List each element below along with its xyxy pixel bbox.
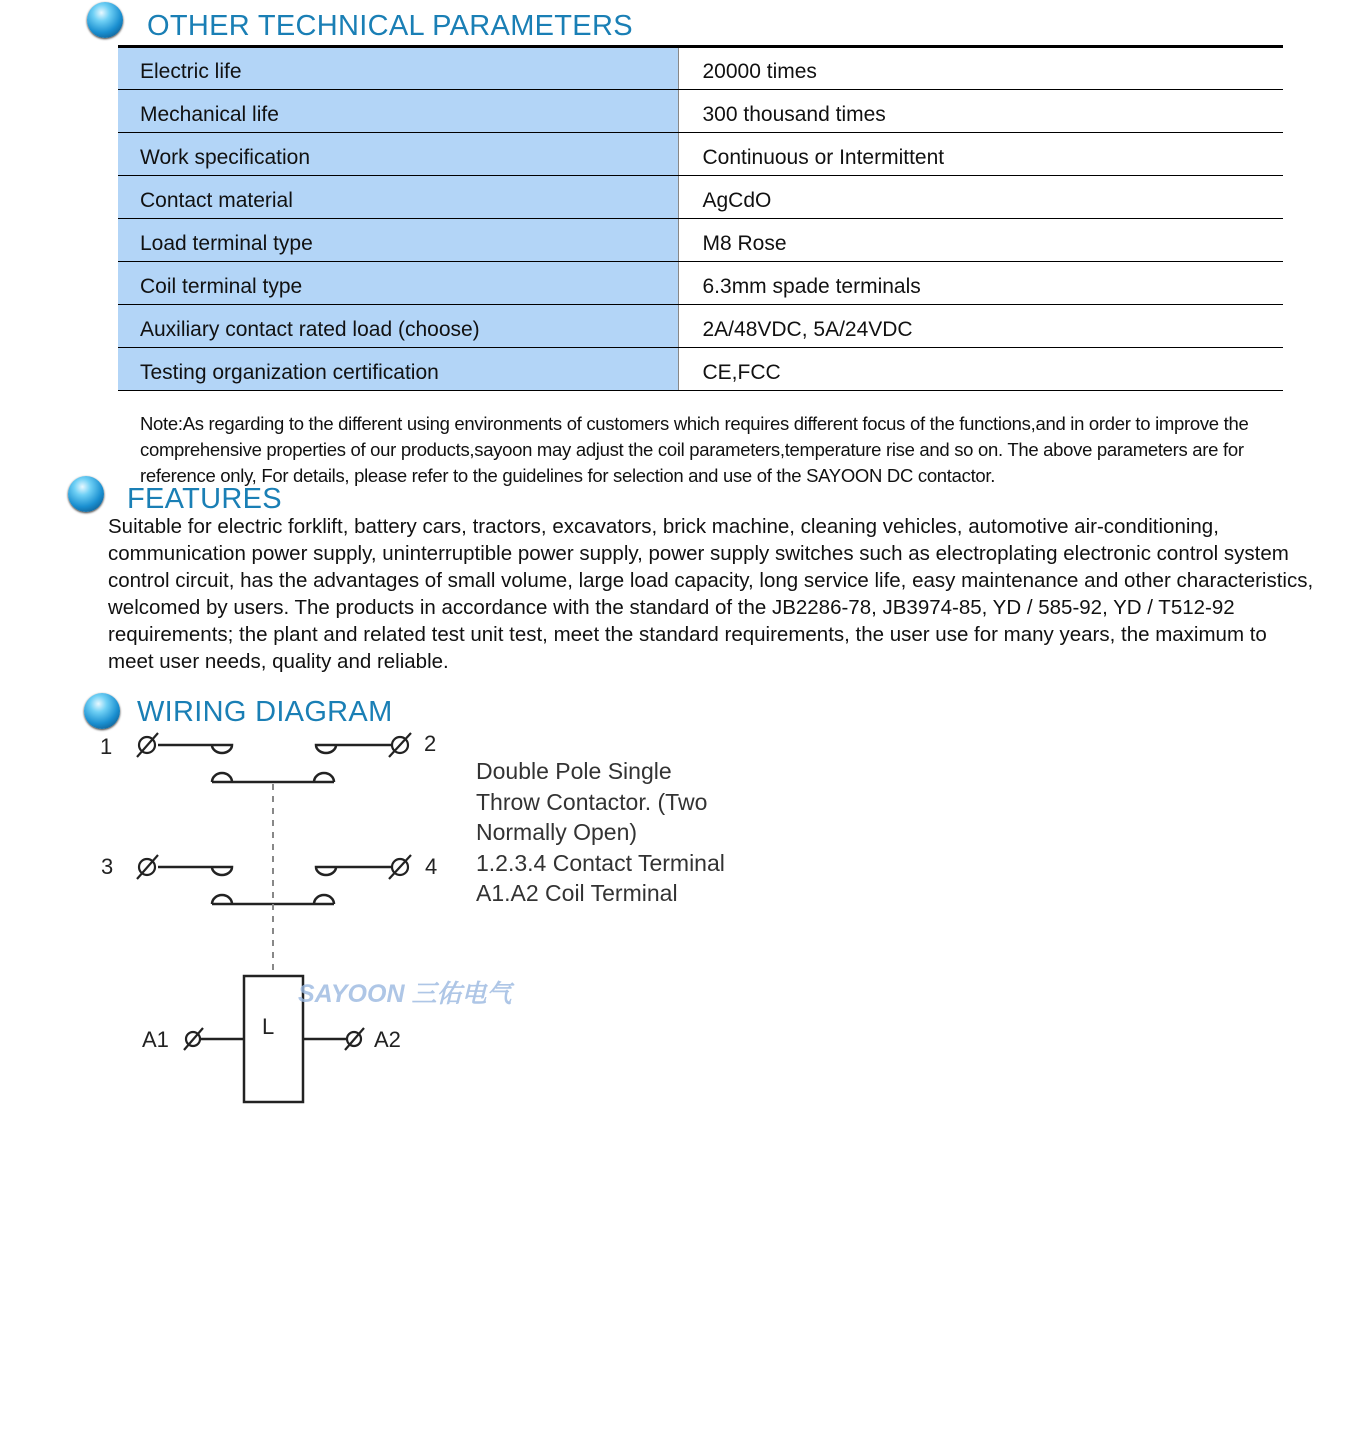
terminal-a2-label: A2 <box>374 1027 401 1052</box>
pole-2 <box>158 867 392 904</box>
param-value: Continuous or Intermittent <box>678 133 1283 176</box>
param-value: 20000 times <box>678 47 1283 90</box>
note-text: Note:As regarding to the different using environments of customers which requires different focus of the functions,and in order to improve the comprehensive properties of our products,sayoon may adjust the coil parameters,temperature rise and so on. The above parameters are for reference only, For details, please refer to the guidelines for selection and use of the SAYOON DC contactor. <box>140 413 1249 486</box>
description-line: Double Pole Single <box>476 758 672 784</box>
param-label: Work specification <box>118 133 678 176</box>
terminal-1-label: 1 <box>100 734 113 759</box>
param-label: Auxiliary contact rated load (choose) <box>118 305 678 348</box>
param-value: M8 Rose <box>678 219 1283 262</box>
description-line: Throw Contactor. (Two <box>476 788 708 815</box>
features-heading: FEATURES <box>127 483 282 515</box>
param-label: Electric life <box>118 47 678 90</box>
param-label: Contact material <box>118 176 678 219</box>
terminal-3-label: 3 <box>101 854 114 879</box>
terminal-4-label: 4 <box>425 854 438 879</box>
description-line: 1.2.3.4 Contact Terminal <box>476 849 725 876</box>
param-value: AgCdO <box>678 176 1283 219</box>
param-value: 2A/48VDC, 5A/24VDC <box>678 305 1283 348</box>
description-line: Normally Open) <box>476 819 638 845</box>
param-value: 6.3mm spade terminals <box>678 262 1283 305</box>
pole-1 <box>158 745 392 782</box>
coil-box <box>244 976 303 1102</box>
coil-label: L <box>262 1014 275 1039</box>
wiring-heading: WIRING DIAGRAM <box>137 696 393 728</box>
terminal-2-label: 2 <box>424 731 437 756</box>
terminal-a1-label: A1 <box>142 1027 169 1052</box>
param-label: Testing organization certification <box>118 348 678 391</box>
watermark-logo: SAYOON 三佑电气 <box>298 980 512 1008</box>
param-label: Coil terminal type <box>118 262 678 305</box>
param-label: Load terminal type <box>118 219 678 262</box>
features-text: Suitable for electric forklift, battery cars, tractors, excavators, brick machine, cleaning vehicles, automotive air-conditioning, communication power supply, uninterruptible power supply, power supply switches such as electroplating electronic control system control circuit, has the advantages of small volume, large load capacity, long service life, easy maintenance and other characteristics, welcomed by users. The products in accordance with the standard of the JB2286-78, JB3974-85, YD / 585-92, YD / T512-92 requirements; the plant and related test unit test, meet the standard requirements, the user use for many years, the maximum to meet user needs, quality and reliable. <box>108 515 1314 673</box>
diagram-description <box>476 756 725 909</box>
description-line: A1.A2 Coil Terminal <box>476 880 678 906</box>
param-label: Mechanical life <box>118 90 678 133</box>
param-value: CE,FCC <box>678 348 1283 391</box>
param-value: 300 thousand times <box>678 90 1283 133</box>
params-heading: OTHER TECHNICAL PARAMETERS <box>147 10 633 42</box>
